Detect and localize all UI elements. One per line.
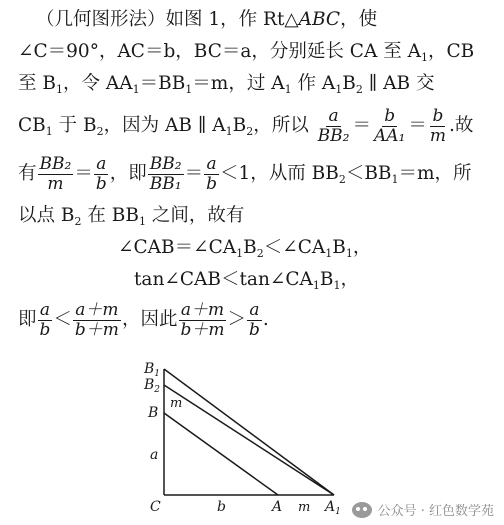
segment-b-a	[164, 413, 278, 495]
text-run: 在 BB	[81, 205, 139, 226]
text-run: ，因此	[121, 309, 178, 330]
text-run: ＞	[227, 309, 246, 330]
text-run: 于 B	[52, 115, 97, 136]
text-run: ，所以	[253, 115, 309, 136]
label-b1: $B_1$	[144, 361, 161, 379]
subscript: 1	[312, 279, 320, 292]
fraction-a-over-b-2: $\frac{a}{b}$	[206, 153, 217, 194]
fraction-a-over-bb2: $\frac{a}{\text{BB₂}}$	[317, 105, 350, 146]
subscript: 2	[74, 215, 82, 228]
subscript: 1	[236, 247, 244, 260]
text-run: ＜	[53, 309, 72, 330]
text-line-9	[18, 298, 496, 342]
subscript: 1	[391, 173, 399, 186]
text-run: B	[243, 237, 257, 258]
text-run: .	[262, 309, 269, 330]
subscript: 2	[355, 83, 363, 96]
text-run: ，	[340, 269, 360, 290]
subscript: 1	[55, 83, 63, 96]
label-c: C	[150, 499, 161, 515]
text-run: （几何图形法）如图 1，作 Rt△	[36, 9, 299, 30]
subscript: 2	[256, 247, 264, 260]
fraction-am-over-bm-2: $\frac{a+m}{b+m}$	[180, 299, 225, 340]
watermark	[352, 500, 494, 519]
label-m-vertical: m	[170, 396, 183, 411]
watermark-text: 公众号 · 红色数学苑	[377, 504, 494, 519]
text-run: ，即	[109, 163, 147, 184]
text-run: ＝m，所	[398, 163, 472, 184]
fraction-bb2-over-bb1: $\frac{\text{BB₂}}{\text{BB₁}}$	[149, 153, 182, 194]
segment-b2-a1	[164, 385, 334, 495]
text-run: B	[232, 115, 247, 136]
text-run: B	[319, 269, 334, 290]
text-run: ＝m，过 A	[192, 73, 285, 94]
text-run: ，使	[340, 9, 378, 30]
text-line-4	[18, 104, 496, 154]
subscript: 1	[284, 83, 292, 96]
label-b: B	[148, 405, 159, 421]
subscript: 1	[325, 247, 333, 260]
text-run: ＝BB	[139, 73, 186, 94]
fraction-a-over-b-3: $\frac{a}{b}$	[39, 299, 51, 340]
fraction-bb2-over-m: $\frac{\text{BB₂}}{m}$	[39, 153, 72, 194]
label-b-horizontal: b	[217, 499, 226, 515]
text-run: ∥ AB 交	[362, 73, 435, 94]
text-run: ，令 AA	[62, 73, 133, 94]
wechat-icon	[352, 502, 372, 518]
text-run: ∠CAB＝∠CA	[118, 237, 237, 258]
label-a: a	[150, 447, 159, 463]
text-line-2	[18, 40, 496, 70]
label-a-point: A	[272, 499, 283, 515]
label-a1: $A_1$	[325, 499, 341, 517]
subscript: 1	[132, 83, 140, 96]
subscript: 2	[246, 125, 254, 138]
text-run: B	[332, 237, 346, 258]
text-run: ，因为 AB ∥ A	[103, 115, 226, 136]
fraction-am-over-bm: $\frac{a+m}{b+m}$	[74, 299, 119, 340]
text-run: ＝	[408, 115, 427, 136]
text-run: ＜BB	[345, 163, 392, 184]
subscript: 1	[45, 125, 53, 138]
text-line-1	[18, 8, 496, 32]
fraction-b-over-m: $\frac{b}{m}$	[429, 105, 446, 146]
text-run: ∠C＝90°，AC＝b，BC＝a，分别延长 CA 至 A	[18, 41, 421, 62]
subscript: 1	[420, 51, 428, 64]
fraction-a-over-b-4: $\frac{a}{b}$	[248, 299, 260, 340]
text-run: 以点 B	[18, 205, 75, 226]
text-line-8	[134, 268, 496, 298]
text-run: 作 A	[291, 73, 336, 94]
subscript: 2	[96, 125, 104, 138]
text-run: 有	[18, 163, 37, 184]
text-run: ＜∠CA	[263, 237, 326, 258]
text-line-5	[18, 152, 496, 202]
subscript: 1	[185, 83, 193, 96]
text-run: 之间，故有	[145, 205, 245, 226]
text-run: ＝	[74, 163, 93, 184]
text-run: ＜1，从而 BB	[219, 163, 339, 184]
text-run: tan∠CAB＜tan∠CA	[134, 269, 313, 290]
text-line-3	[18, 72, 496, 102]
text-line-7	[118, 236, 496, 266]
subscript: 1	[333, 279, 341, 292]
subscript: 1	[225, 125, 233, 138]
label-b2: $B_2$	[144, 377, 161, 395]
text-run: ，	[352, 237, 372, 258]
subscript: 1	[335, 83, 343, 96]
text-run: CB	[18, 115, 46, 136]
text-run: ＝	[184, 163, 204, 184]
text-run: ，CB	[427, 41, 475, 62]
text-line-6	[18, 204, 496, 234]
subscript: 2	[338, 173, 346, 186]
text-run: ABC	[298, 9, 341, 30]
text-run: ＝	[352, 115, 371, 136]
subscript: 1	[345, 247, 353, 260]
text-run: B	[342, 73, 356, 94]
fraction-a-over-b: $\frac{a}{b}$	[95, 153, 107, 194]
subscript: 1	[138, 215, 146, 228]
fraction-b-over-aa1: $\frac{b}{\text{AA₁}}$	[373, 105, 406, 146]
label-m-horizontal: m	[298, 500, 311, 515]
text-run: .故	[448, 115, 474, 136]
geometry-figure	[140, 355, 360, 520]
text-run: 至 B	[18, 73, 56, 94]
text-run: 即	[18, 309, 37, 330]
